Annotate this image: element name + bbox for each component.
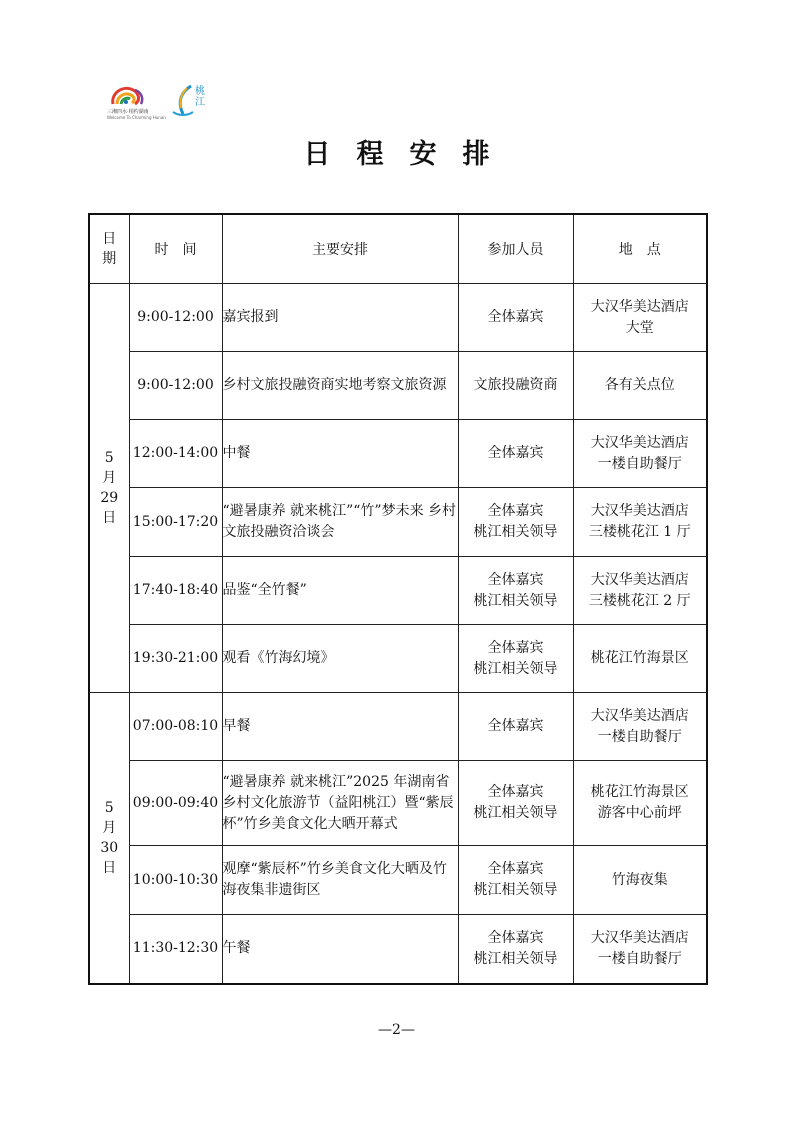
- table-row: [89, 352, 707, 420]
- taojiang-wave-icon: [171, 84, 195, 118]
- participants-cell: 全体嘉宾 桃江相关领导: [458, 488, 573, 557]
- date-cell: 5 月 30 日: [89, 693, 129, 984]
- agenda-cell: 午餐: [222, 915, 458, 984]
- time-cell: 07:00-08:10: [129, 693, 222, 761]
- time-cell: 15:00-17:20: [129, 488, 222, 557]
- table-row: [89, 488, 707, 557]
- date-cell: 5 月 29 日: [89, 284, 129, 693]
- hunan-swirl-icon: [107, 84, 147, 110]
- participants-cell: 全体嘉宾: [458, 284, 573, 352]
- time-cell: 10:00-10:30: [129, 846, 222, 915]
- agenda-cell: 观看《竹海幻境》: [222, 625, 458, 693]
- location-cell: 大汉华美达酒店 三楼桃花江 1 厅: [573, 488, 707, 557]
- location-cell: 桃花江竹海景区 游客中心前坪: [573, 761, 707, 846]
- table-row: [89, 915, 707, 984]
- participants-cell: 全体嘉宾: [458, 420, 573, 488]
- participants-cell: 全体嘉宾 桃江相关领导: [458, 846, 573, 915]
- header-time: 时 间: [129, 214, 222, 284]
- header-logos: [107, 84, 217, 120]
- agenda-cell: 中餐: [222, 420, 458, 488]
- time-cell: 17:40-18:40: [129, 557, 222, 625]
- participants-cell: 全体嘉宾 桃江相关领导: [458, 915, 573, 984]
- header-participants: 参加人员: [458, 214, 573, 284]
- hunan-tagline-en: Welcome To Charming Hunan: [107, 115, 166, 120]
- participants-cell: 全体嘉宾 桃江相关领导: [458, 557, 573, 625]
- agenda-cell: 嘉宾报到: [222, 284, 458, 352]
- table-header-row: [89, 214, 707, 284]
- taojiang-logo: [171, 84, 215, 120]
- location-cell: 大汉华美达酒店 三楼桃花江 2 厅: [573, 557, 707, 625]
- participants-cell: 文旅投融资商: [458, 352, 573, 420]
- location-cell: 桃花江竹海景区: [573, 625, 707, 693]
- participants-cell: 全体嘉宾 桃江相关领导: [458, 625, 573, 693]
- schedule-table: [88, 213, 708, 985]
- time-cell: 11:30-12:30: [129, 915, 222, 984]
- header-agenda: 主要安排: [222, 214, 458, 284]
- location-cell: 大汉华美达酒店 一楼自助餐厅: [573, 693, 707, 761]
- location-cell: 竹海夜集: [573, 846, 707, 915]
- hunan-tagline: 三湘四水·相约湖南: [107, 109, 149, 115]
- header-date: 日 期: [89, 214, 129, 284]
- participants-cell: 全体嘉宾 桃江相关领导: [458, 761, 573, 846]
- time-cell: 12:00-14:00: [129, 420, 222, 488]
- table-row: [89, 846, 707, 915]
- location-cell: 各有关点位: [573, 352, 707, 420]
- header-location: 地 点: [573, 214, 707, 284]
- time-cell: 09:00-09:40: [129, 761, 222, 846]
- time-cell: 9:00-12:00: [129, 284, 222, 352]
- table-row: [89, 693, 707, 761]
- page-title: 日程安排: [303, 139, 516, 170]
- time-cell: 9:00-12:00: [129, 352, 222, 420]
- table-row: [89, 625, 707, 693]
- location-cell: 大汉华美达酒店 大堂: [573, 284, 707, 352]
- table-row: [89, 284, 707, 352]
- agenda-cell: 观摩“紫辰杯”竹乡美食文化大晒及竹海夜集非遗街区: [222, 846, 458, 915]
- participants-cell: 全体嘉宾: [458, 693, 573, 761]
- schedule-body: [89, 284, 707, 984]
- agenda-cell: “避暑康养 就来桃江”2025 年湖南省乡村文化旅游节（益阳桃江）暨“紫辰杯”竹乡美食文化大晒开幕式: [222, 761, 458, 846]
- hunan-tourism-logo: [107, 84, 169, 120]
- taojiang-logo-text: 桃江: [195, 86, 205, 108]
- table-row: [89, 420, 707, 488]
- agenda-cell: 品鉴“全竹餐”: [222, 557, 458, 625]
- time-cell: 19:30-21:00: [129, 625, 222, 693]
- table-row: [89, 557, 707, 625]
- location-cell: 大汉华美达酒店 一楼自助餐厅: [573, 420, 707, 488]
- agenda-cell: 早餐: [222, 693, 458, 761]
- table-row: [89, 761, 707, 846]
- agenda-cell: 乡村文旅投融资商实地考察文旅资源: [222, 352, 458, 420]
- location-cell: 大汉华美达酒店 一楼自助餐厅: [573, 915, 707, 984]
- page-number: —2—: [378, 1022, 415, 1038]
- agenda-cell: “避暑康养 就来桃江”“竹”梦未来 乡村文旅投融资洽谈会: [222, 488, 458, 557]
